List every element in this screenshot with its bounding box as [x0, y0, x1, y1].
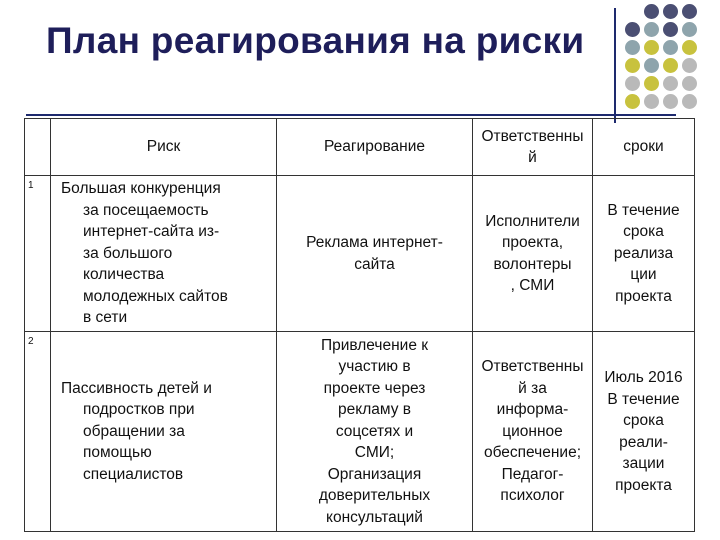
row-number: 2 — [25, 332, 51, 532]
decor-dot — [663, 76, 678, 91]
decor-dot — [663, 4, 678, 19]
decor-dot — [663, 40, 678, 55]
decor-dot — [644, 4, 659, 19]
terms-cell — [593, 332, 695, 532]
table-row — [25, 332, 695, 532]
header-terms-label: сроки — [623, 138, 664, 156]
terms-cell — [593, 176, 695, 332]
header-num — [25, 119, 51, 176]
decor-dot — [663, 58, 678, 73]
slide-title: План реагирования на риски — [46, 20, 585, 61]
terms-text: Июль 2016 В течение срока реали- зации проекта — [604, 369, 683, 494]
decor-dot — [644, 94, 659, 109]
decor-dot — [625, 76, 640, 91]
response-cell — [277, 332, 473, 532]
header-responsible-label: Ответственны й — [481, 127, 584, 166]
decor-dot — [682, 4, 697, 19]
responsible-text: Исполнители проекта, волонтеры , СМИ — [485, 212, 580, 294]
decor-dot — [663, 94, 678, 109]
decor-dot — [625, 40, 640, 55]
table-header-row — [25, 119, 695, 176]
header-response-label: Реагирование — [324, 138, 425, 156]
response-cell — [277, 176, 473, 332]
decor-dot — [682, 22, 697, 37]
table-row — [25, 176, 695, 332]
risk-table — [24, 118, 695, 532]
responsible-text: Ответственны й за информа- ционное обеспечение; Педагог- психолог — [481, 358, 584, 505]
header-risk — [51, 119, 277, 176]
responsible-cell — [473, 332, 593, 532]
terms-text: В течение срока реализа ции проекта — [607, 201, 680, 305]
decor-dot — [644, 76, 659, 91]
header-response — [277, 119, 473, 176]
decor-dot — [625, 94, 640, 109]
decor-dot — [682, 58, 697, 73]
header-responsible — [473, 119, 593, 176]
decor-dot-grid — [625, 4, 717, 114]
row-number: 1 — [25, 176, 51, 332]
risk-text: Пассивность детей и подростков при обращении за помощью специалистов — [61, 379, 212, 483]
decor-dot — [644, 58, 659, 73]
header-risk-label: Риск — [146, 138, 181, 156]
decor-dot — [625, 22, 640, 37]
risk-text: Большая конкуренция за посещаемость интернет-сайта из- за большого количества молодежных сайтов в сети — [61, 180, 228, 327]
header-terms — [593, 119, 695, 176]
decor-dot — [682, 40, 697, 55]
decor-vertical-line — [614, 8, 616, 123]
decor-dot — [644, 40, 659, 55]
decor-dot — [644, 22, 659, 37]
decor-horizontal-line — [26, 114, 676, 116]
response-text: Привлечение к участию в проекте через рекламу в соцсетях и СМИ; Организация доверительных консультаций — [318, 336, 431, 526]
decor-dot — [682, 76, 697, 91]
risk-cell — [51, 332, 277, 532]
risk-cell — [51, 176, 277, 332]
decor-dot — [663, 22, 678, 37]
decor-dot — [682, 94, 697, 109]
response-text: Реклама интернет- сайта — [306, 234, 443, 273]
decor-dot — [625, 58, 640, 73]
responsible-cell — [473, 176, 593, 332]
